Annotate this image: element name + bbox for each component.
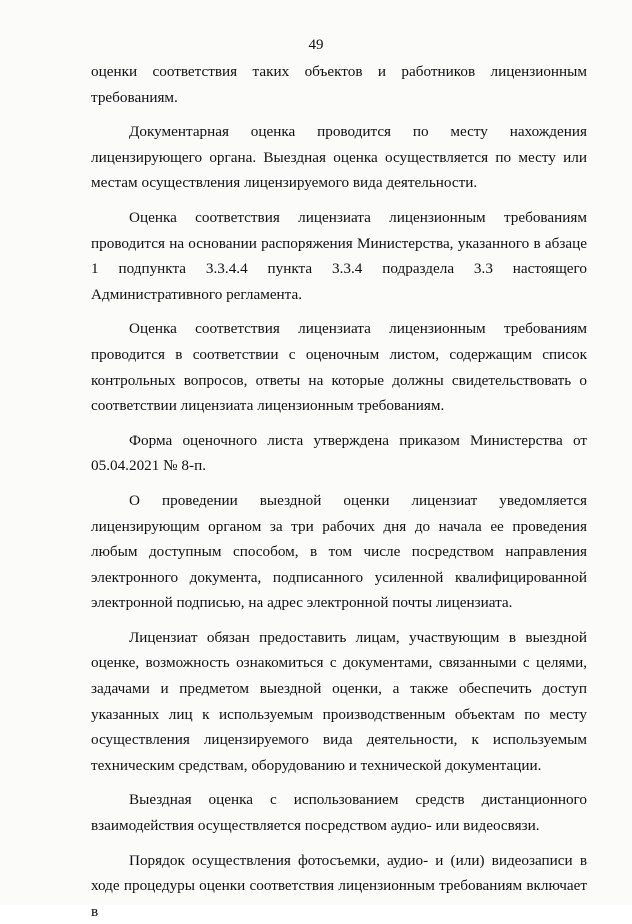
paragraph-assessment-basis: Оценка соответствия лицензиата лицензионным требованиям проводится на основании распоряжения Министерства, указанного в абзаце 1 подпункта 3.3.4.4 пункта 3.3.4 подраздела 3.3 настоящего Административного регламента. [91, 208, 587, 303]
paragraph-continuation: оценки соответствия таких объектов и работников лицензионным требованиям. [91, 63, 587, 106]
paragraph-assessment-checklist: Оценка соответствия лицензиата лицензионным требованиям проводится в соответствии с оценочным листом, содержащим список контрольных вопросов, ответы на которые должны свидетельствовать о соответствии лицензиата лицензионным требованиям. [91, 320, 587, 415]
paragraph-licensee-obligations: Лицензиат обязан предоставить лицам, участвующим в выездной оценке, возможность ознакомиться с документами, связанными с целями, задачами и предметом выездной оценки, а также обеспечить доступ указанных лиц к используемым производственным объектам по месту осуществления лицензируемого вида деятельности, к используемым техническим средствам, оборудованию и технической документации. [91, 628, 587, 774]
paragraph-documentary-assessment: Документарная оценка проводится по месту нахождения лицензирующего органа. Выездная оценка осуществляется по месту или местам осуществления лицензируемого вида деятельности. [91, 123, 587, 192]
paragraph-remote-assessment: Выездная оценка с использованием средств дистанционного взаимодействия осуществляется посредством аудио- или видеосвязи. [91, 791, 587, 835]
page-number: 49 [308, 37, 324, 53]
paragraph-notification: О проведении выездной оценки лицензиат уведомляется лицензирующим органом за три рабочих дня до начала ее проведения любым доступным способом, в том числе посредством направления электронного документа, подписанного усиленной квалифицированной электронной подписью, на адрес электронной почты лицензиата. [91, 491, 587, 612]
paragraph-checklist-form: Форма оценочного листа утверждена приказом Министерства от 05.04.2021 № 8-п. [91, 431, 587, 475]
paragraph-recording-procedure: Порядок осуществления фотосъемки, аудио- и (или) видеозаписи в ходе процедуры оценки соответствия лицензионным требованиям включает в [91, 851, 587, 920]
document-body [91, 59, 587, 924]
